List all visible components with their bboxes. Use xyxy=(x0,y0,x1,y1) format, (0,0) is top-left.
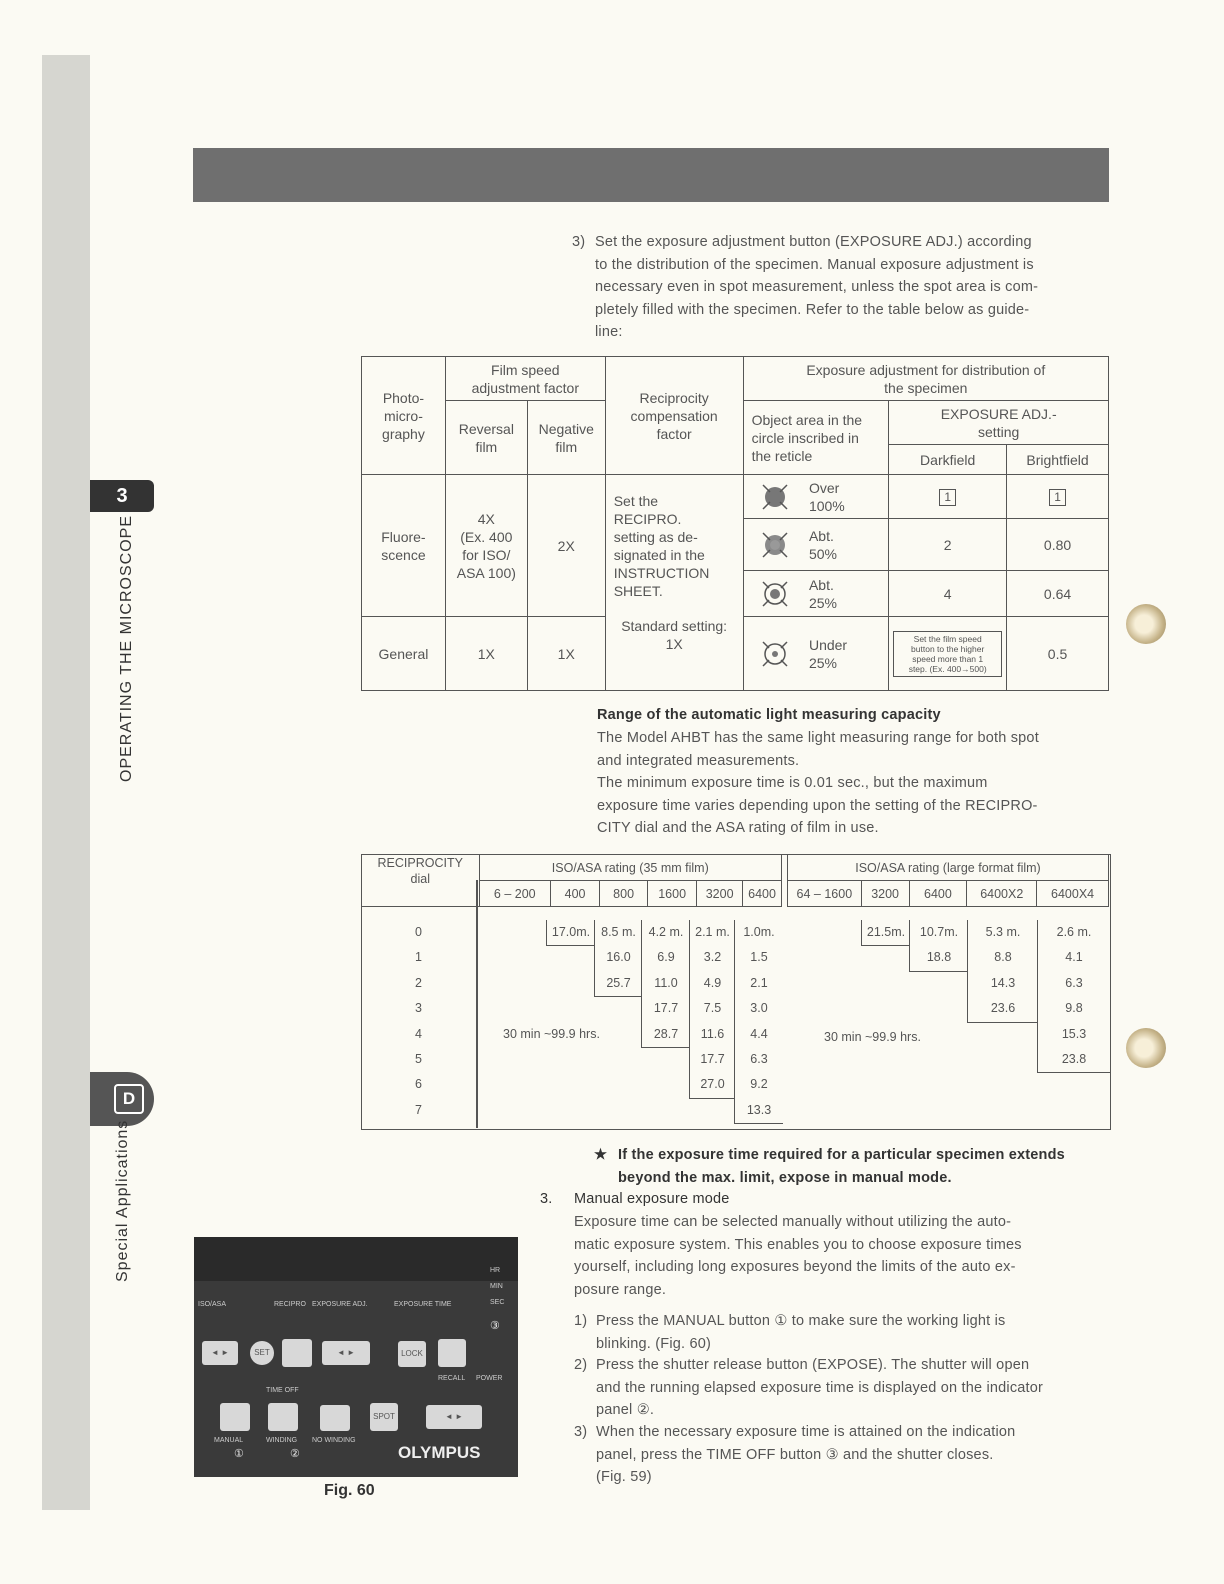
darkfield-value xyxy=(889,475,1007,519)
olympus-logo: OLYMPUS xyxy=(398,1443,481,1462)
manual-heading: Manual exposure mode xyxy=(574,1191,730,1207)
brightfield-header: Brightfield xyxy=(1007,445,1109,475)
exposure-header: Exposure adjustment for distribution of the specimen xyxy=(743,357,1108,401)
exposure-time-cell-large: 15.3 xyxy=(1037,1022,1110,1047)
iso35-header: ISO/ASA rating (35 mm film) xyxy=(479,855,781,881)
general-label: General xyxy=(362,617,446,691)
step-number: 2) xyxy=(574,1357,588,1373)
exposure-time-cell-35mm: 1.5 xyxy=(734,945,783,970)
power-label: POWER xyxy=(476,1375,503,1382)
darkfield-header: Darkfield xyxy=(889,445,1007,475)
exposure-time-cell-35mm: 17.7 xyxy=(689,1047,735,1072)
object-area-header: Object area in the circle inscribed in the reticle xyxy=(743,401,889,475)
col-header: 64 – 1600 xyxy=(788,881,862,907)
exposure-time-cell-large: 6.3 xyxy=(1037,971,1110,996)
exposure-adj-arrow-button[interactable]: ◄ ► xyxy=(322,1341,370,1365)
exposure-time-cell-35mm: 1.0m. xyxy=(734,920,783,945)
dial-value: 4 xyxy=(415,1026,422,1041)
winding-label: WINDING xyxy=(266,1437,298,1444)
brightfield-value: 0.5 xyxy=(1007,617,1109,691)
brightfield-value: 0.80 xyxy=(1007,519,1109,571)
brightfield-boxed-value: 1 xyxy=(1049,489,1066,506)
no-winding-label: NO WINDING xyxy=(312,1437,356,1444)
general-reversal: 1X xyxy=(445,617,527,691)
range-para2: The minimum exposure time is 0.01 sec., but the maximum exposure time varies depending upon the setting of the RECIPRO- CITY dial and the ASA rating of film in use. xyxy=(597,775,1038,836)
brightfield-value: 0.64 xyxy=(1007,571,1109,617)
col-header: 3200 xyxy=(861,881,909,907)
chapter-label: OPERATING THE MICROSCOPE xyxy=(118,515,135,782)
section-letter: D xyxy=(114,1084,144,1114)
reciprocity-large-table xyxy=(787,854,1109,907)
hr-label: HR xyxy=(490,1267,501,1274)
circled-3: ③ xyxy=(490,1320,500,1332)
reversal-header: Reversal film xyxy=(445,401,527,475)
dial-value: 3 xyxy=(415,1001,422,1016)
step3-line: Set the exposure adjustment button (EXPOSURE ADJ.) according xyxy=(595,234,1032,250)
exposure-time-cell-35mm: 16.0 xyxy=(594,945,642,970)
exposure-time-cell-large: 9.8 xyxy=(1037,996,1110,1021)
exposure-time-cell-35mm: 4.4 xyxy=(734,1022,783,1047)
time-off-label: TIME OFF xyxy=(266,1387,299,1394)
recall-label: RECALL xyxy=(438,1375,466,1382)
figure-caption: Fig. 60 xyxy=(324,1482,375,1499)
iso-arrow-button[interactable]: ◄ ► xyxy=(202,1341,238,1365)
manual-para: Exposure time can be selected manually without utilizing the auto- matic exposure system. This enables you to choose exposure times yourself, including long exposures beyond the limits of the auto ex- posure range. xyxy=(574,1214,1022,1298)
chapter-tab xyxy=(90,480,154,512)
step-number: 3) xyxy=(572,234,586,250)
dial-value: 6 xyxy=(415,1077,422,1092)
reciprocity-instructions: Set the RECIPRO. setting as de- signated in the INSTRUCTION SHEET. xyxy=(605,475,743,617)
general-negative: 1X xyxy=(527,617,605,691)
reciprocity-35mm-table xyxy=(361,854,782,907)
fluorescence-label: Fluore- scence xyxy=(362,475,446,617)
exposure-time-cell-35mm: 13.3 xyxy=(734,1098,783,1124)
exposure-adj-setting-header: EXPOSURE ADJ.- setting xyxy=(889,401,1109,445)
manual-step-2: Press the shutter release button (EXPOSE). The shutter will open and the running elapsed exposure time is displayed on the indicator panel ②. xyxy=(596,1357,1044,1418)
col-header: 1600 xyxy=(648,881,697,907)
exposure-time-cell-large: 8.8 xyxy=(967,945,1038,970)
dial-value: 2 xyxy=(415,975,422,990)
range-note-large: 30 min ~99.9 hrs. xyxy=(824,1030,921,1044)
exposure-time-cell-35mm: 3.2 xyxy=(689,945,735,970)
chapter-number: 3 xyxy=(116,485,128,507)
step3-line: pletely filled with the specimen. Refer to the table below as guide- xyxy=(595,301,1030,318)
exposure-time-cell-35mm: 6.3 xyxy=(734,1047,783,1072)
iso-large-header: ISO/ASA rating (large format film) xyxy=(788,855,1109,881)
step-number: 3) xyxy=(574,1424,588,1440)
binder-hole xyxy=(1126,604,1166,644)
darkfield-value xyxy=(889,617,1007,691)
exposure-time-cell-35mm: 3.0 xyxy=(734,996,783,1021)
section-label: Special Applications xyxy=(114,1119,131,1282)
area-under-25: Under 25% xyxy=(807,617,889,691)
dial-value: 7 xyxy=(415,1102,422,1117)
exposure-time-cell-35mm: 8.5 m. xyxy=(594,920,642,945)
darkfield-value: 4 xyxy=(889,571,1007,617)
binder-hole xyxy=(1126,1028,1166,1068)
manual-step-3: When the necessary exposure time is attained on the indication panel, press the TIME OFF button ③ and the shutter closes. (Fig. 59) xyxy=(596,1424,1016,1485)
iso-label: ISO/ASA xyxy=(198,1301,227,1308)
indicator-display xyxy=(194,1237,518,1281)
exposure-time-cell-large: 18.8 xyxy=(909,945,968,971)
dial-value: 0 xyxy=(415,925,422,939)
exposure-time-cell-large: 5.3 m. xyxy=(967,920,1038,945)
header-bar xyxy=(193,148,1109,202)
manual-step-1: Press the MANUAL button ① to make sure the working light is blinking. (Fig. 60) xyxy=(596,1313,1006,1352)
section-tab xyxy=(90,1072,154,1126)
manual-label: MANUAL xyxy=(214,1437,244,1444)
area-abt-25: Abt. 25% xyxy=(807,571,889,617)
step3-line: line: xyxy=(595,324,623,340)
reciprocity-dial-header: RECIPROCITY dial xyxy=(362,855,480,907)
reticle-icon xyxy=(743,475,807,519)
exposure-adj-label: EXPOSURE ADJ. xyxy=(312,1301,368,1308)
area-over-100: Over 100% xyxy=(807,475,889,519)
col-header: 3200 xyxy=(697,881,743,907)
recipro-button[interactable] xyxy=(282,1339,312,1367)
step3-text xyxy=(595,231,1109,344)
circled-2: ② xyxy=(290,1448,300,1460)
darkfield-value: 2 xyxy=(889,519,1007,571)
exposure-time-cell-35mm: 17.7 xyxy=(641,996,690,1021)
step-number: 1) xyxy=(574,1313,588,1329)
range-para1: The Model AHBT has the same light measuring range for both spot and integrated measurements. xyxy=(597,730,1039,769)
photomicrography-header: Photo- micro- graphy xyxy=(362,357,446,475)
manual-button[interactable] xyxy=(220,1403,250,1431)
fluorescence-negative: 2X xyxy=(527,475,605,617)
reticle-icon xyxy=(743,571,807,617)
exposure-time-cell-large: 21.5m. xyxy=(861,920,910,946)
exposure-time-cell-35mm: 11.6 xyxy=(689,1022,735,1047)
exposure-time-cell-35mm: 6.9 xyxy=(641,945,690,970)
lock-button[interactable]: LOCK xyxy=(398,1341,426,1367)
section-number: 3. xyxy=(540,1191,553,1207)
col-header: 6400X4 xyxy=(1037,881,1109,907)
exposure-time-cell-35mm: 7.5 xyxy=(689,996,735,1021)
standard-setting: Standard setting: 1X xyxy=(605,617,743,691)
col-header: 6 – 200 xyxy=(479,881,551,907)
exposure-time-cell-35mm: 28.7 xyxy=(641,1022,690,1048)
exposure-time-cell-35mm: 25.7 xyxy=(594,971,642,997)
fluorescence-reversal: 4X (Ex. 400 for ISO/ ASA 100) xyxy=(445,475,527,617)
negative-header: Negative film xyxy=(527,401,605,475)
brightfield-value xyxy=(1007,475,1109,519)
no-winding-button[interactable] xyxy=(320,1405,350,1431)
exposure-time-button[interactable] xyxy=(438,1339,466,1367)
range-heading: Range of the automatic light measuring capacity xyxy=(597,707,941,723)
exposure-time-cell-35mm: 9.2 xyxy=(734,1072,783,1097)
darkfield-boxed-value: 1 xyxy=(939,489,956,506)
exposure-time-cell-35mm: 2.1 m. xyxy=(689,920,735,945)
exposure-time-cell-large: 14.3 xyxy=(967,971,1038,996)
range-note-35mm: 30 min ~99.9 hrs. xyxy=(503,1027,600,1041)
col-header: 800 xyxy=(600,881,648,907)
exposure-arrow-button[interactable]: ◄ ► xyxy=(426,1405,482,1429)
spot-button[interactable]: SPOT xyxy=(370,1403,398,1431)
exposure-time-cell-35mm: 17.0m. xyxy=(546,920,595,946)
col-header: 6400 xyxy=(743,881,782,907)
col-header: 6400X2 xyxy=(967,881,1037,907)
dial-value: 1 xyxy=(415,950,422,965)
manual-mode-note: If the exposure time required for a particular specimen extends beyond the max. limit, expose in manual mode. xyxy=(618,1147,1065,1186)
min-label: MIN xyxy=(490,1283,503,1290)
star-icon: ★ xyxy=(594,1147,608,1163)
step3-line: necessary even in spot measurement, unless the spot area is com- xyxy=(595,279,1039,295)
recipro-label: RECIPRO xyxy=(274,1301,306,1308)
exposure-time-cell-large: 23.6 xyxy=(967,996,1038,1022)
exposure-time-cell-35mm: 11.0 xyxy=(641,971,690,996)
col-header: 6400 xyxy=(909,881,967,907)
film-speed-note: Set the film speed button to the higher speed more than 1 step. (Ex. 400→500) xyxy=(893,631,1002,677)
exposure-time-cell-large: 10.7m. xyxy=(909,920,968,945)
col-header: 400 xyxy=(551,881,600,907)
control-panel-photo xyxy=(194,1237,518,1477)
exposure-time-cell-large: 2.6 m. xyxy=(1037,920,1110,945)
reciprocity-header: Reciprocity compensation factor xyxy=(605,357,743,475)
dial-value: 5 xyxy=(415,1052,422,1066)
sec-label: SEC xyxy=(490,1299,505,1306)
step3-line: to the distribution of the specimen. Manual exposure adjustment is xyxy=(595,256,1034,273)
area-abt-50: Abt. 50% xyxy=(807,519,889,571)
time-off-button[interactable] xyxy=(268,1403,298,1431)
exposure-time-cell-large: 4.1 xyxy=(1037,945,1110,970)
exposure-adjustment-table xyxy=(361,356,1109,691)
exposure-time-cell-35mm: 2.1 xyxy=(734,971,783,996)
exposure-time-cell-large: 23.8 xyxy=(1037,1047,1110,1073)
exposure-time-cell-35mm: 4.2 m. xyxy=(641,920,690,945)
film-speed-header: Film speed adjustment factor xyxy=(445,357,605,401)
exposure-time-cell-35mm: 27.0 xyxy=(689,1072,735,1098)
reticle-icon xyxy=(743,519,807,571)
reticle-icon xyxy=(743,617,807,691)
page-spine xyxy=(42,55,90,1510)
exposure-time-cell-35mm: 4.9 xyxy=(689,971,735,996)
set-button[interactable]: SET xyxy=(250,1341,274,1365)
exposure-time-label: EXPOSURE TIME xyxy=(394,1301,452,1308)
table-divider xyxy=(476,880,478,1128)
circled-1: ① xyxy=(234,1448,244,1460)
